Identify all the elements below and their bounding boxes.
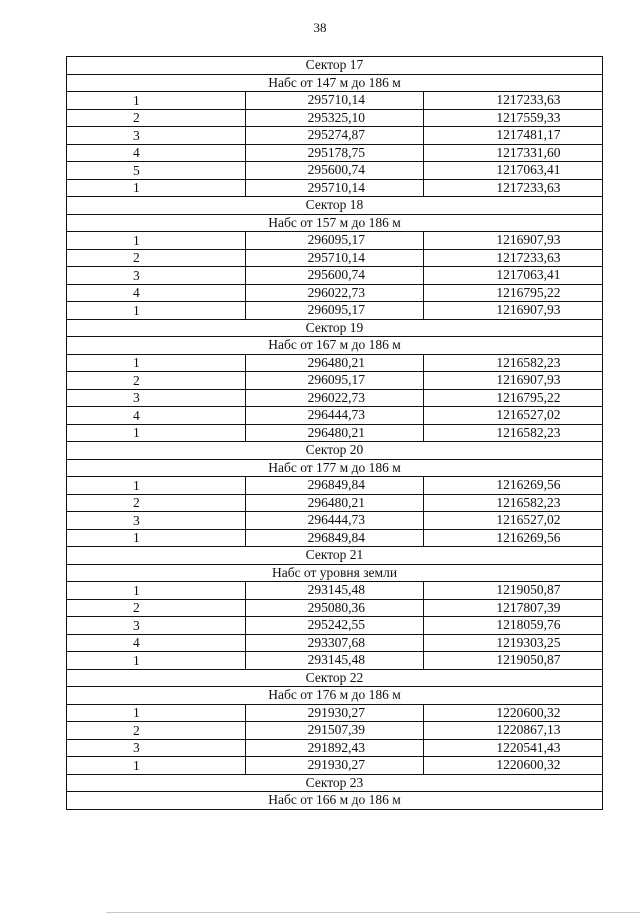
table-row bbox=[67, 634, 603, 652]
coordinate-y: 1216907,93 bbox=[424, 372, 603, 390]
coordinate-x: 293307,68 bbox=[245, 634, 424, 652]
point-number: 2 bbox=[67, 599, 246, 617]
sector-height-row bbox=[67, 564, 603, 582]
coordinate-x: 295710,14 bbox=[245, 92, 424, 110]
point-number: 1 bbox=[67, 757, 246, 775]
coordinate-x: 295710,14 bbox=[245, 179, 424, 197]
table-row bbox=[67, 424, 603, 442]
coordinate-y: 1219050,87 bbox=[424, 652, 603, 670]
sector-height-range: Набс от 157 м до 186 м bbox=[67, 214, 603, 232]
coordinates-table-body bbox=[67, 57, 603, 810]
coordinate-y: 1216582,23 bbox=[424, 354, 603, 372]
sector-title-row bbox=[67, 319, 603, 337]
sector-height-range: Набс от 177 м до 186 м bbox=[67, 459, 603, 477]
coordinate-x: 295242,55 bbox=[245, 617, 424, 635]
sector-title: Сектор 23 bbox=[67, 774, 603, 792]
sector-height-row bbox=[67, 459, 603, 477]
table-row bbox=[67, 477, 603, 495]
coordinate-y: 1220600,32 bbox=[424, 757, 603, 775]
table-row bbox=[67, 599, 603, 617]
coordinate-y: 1216527,02 bbox=[424, 512, 603, 530]
coordinate-x: 293145,48 bbox=[245, 652, 424, 670]
sector-height-range: Набс от 166 м до 186 м bbox=[67, 792, 603, 810]
point-number: 2 bbox=[67, 372, 246, 390]
coordinate-y: 1216582,23 bbox=[424, 494, 603, 512]
point-number: 2 bbox=[67, 494, 246, 512]
table-row bbox=[67, 232, 603, 250]
table-row bbox=[67, 494, 603, 512]
point-number: 2 bbox=[67, 109, 246, 127]
table-row bbox=[67, 722, 603, 740]
sector-height-row bbox=[67, 337, 603, 355]
coordinate-x: 295600,74 bbox=[245, 162, 424, 180]
coordinate-y: 1217063,41 bbox=[424, 267, 603, 285]
table-row bbox=[67, 249, 603, 267]
coordinate-y: 1217063,41 bbox=[424, 162, 603, 180]
sector-height-row bbox=[67, 74, 603, 92]
point-number: 1 bbox=[67, 652, 246, 670]
point-number: 4 bbox=[67, 284, 246, 302]
coordinate-y: 1216527,02 bbox=[424, 407, 603, 425]
table-row bbox=[67, 389, 603, 407]
coordinate-y: 1217807,39 bbox=[424, 599, 603, 617]
sector-height-range: Набс от 167 м до 186 м bbox=[67, 337, 603, 355]
coordinate-x: 293145,48 bbox=[245, 582, 424, 600]
coordinate-y: 1219303,25 bbox=[424, 634, 603, 652]
point-number: 3 bbox=[67, 389, 246, 407]
coordinate-x: 295274,87 bbox=[245, 127, 424, 145]
scan-edge-line bbox=[106, 912, 640, 913]
table-row bbox=[67, 144, 603, 162]
table-row bbox=[67, 127, 603, 145]
sector-title: Сектор 17 bbox=[67, 57, 603, 75]
coordinate-x: 296095,17 bbox=[245, 232, 424, 250]
coordinate-x: 296022,73 bbox=[245, 389, 424, 407]
sector-height-range: Набс от 147 м до 186 м bbox=[67, 74, 603, 92]
table-row bbox=[67, 704, 603, 722]
sector-title-row bbox=[67, 669, 603, 687]
sector-title: Сектор 20 bbox=[67, 442, 603, 460]
point-number: 4 bbox=[67, 144, 246, 162]
point-number: 3 bbox=[67, 127, 246, 145]
table-row bbox=[67, 179, 603, 197]
table-row bbox=[67, 757, 603, 775]
coordinate-y: 1217481,17 bbox=[424, 127, 603, 145]
coordinate-x: 295080,36 bbox=[245, 599, 424, 617]
coordinate-x: 295325,10 bbox=[245, 109, 424, 127]
coordinate-x: 291507,39 bbox=[245, 722, 424, 740]
coordinate-y: 1217559,33 bbox=[424, 109, 603, 127]
point-number: 1 bbox=[67, 704, 246, 722]
table-row bbox=[67, 407, 603, 425]
point-number: 5 bbox=[67, 162, 246, 180]
point-number: 3 bbox=[67, 267, 246, 285]
coordinate-x: 291930,27 bbox=[245, 704, 424, 722]
table-row bbox=[67, 109, 603, 127]
coordinate-y: 1216907,93 bbox=[424, 232, 603, 250]
point-number: 3 bbox=[67, 617, 246, 635]
coordinate-y: 1216907,93 bbox=[424, 302, 603, 320]
table-row bbox=[67, 652, 603, 670]
page-number: 38 bbox=[313, 20, 327, 35]
table-row bbox=[67, 372, 603, 390]
table-row bbox=[67, 162, 603, 180]
point-number: 1 bbox=[67, 92, 246, 110]
sector-title-row bbox=[67, 774, 603, 792]
coordinate-x: 296095,17 bbox=[245, 372, 424, 390]
coordinate-x: 296849,84 bbox=[245, 529, 424, 547]
coordinate-x: 291930,27 bbox=[245, 757, 424, 775]
coordinate-x: 296480,21 bbox=[245, 354, 424, 372]
point-number: 3 bbox=[67, 512, 246, 530]
point-number: 4 bbox=[67, 407, 246, 425]
coordinate-x: 295710,14 bbox=[245, 249, 424, 267]
sector-height-row bbox=[67, 687, 603, 705]
coordinates-table bbox=[66, 56, 603, 810]
point-number: 1 bbox=[67, 232, 246, 250]
sector-title: Сектор 22 bbox=[67, 669, 603, 687]
point-number: 4 bbox=[67, 634, 246, 652]
point-number: 3 bbox=[67, 739, 246, 757]
point-number: 1 bbox=[67, 302, 246, 320]
coordinate-x: 295178,75 bbox=[245, 144, 424, 162]
sector-title-row bbox=[67, 547, 603, 565]
coordinate-y: 1217233,63 bbox=[424, 92, 603, 110]
point-number: 1 bbox=[67, 477, 246, 495]
coordinate-y: 1216269,56 bbox=[424, 529, 603, 547]
coordinate-y: 1216795,22 bbox=[424, 389, 603, 407]
coordinate-y: 1217233,63 bbox=[424, 249, 603, 267]
coordinate-y: 1216795,22 bbox=[424, 284, 603, 302]
coordinate-y: 1220867,13 bbox=[424, 722, 603, 740]
coordinate-x: 296444,73 bbox=[245, 407, 424, 425]
coordinate-x: 296022,73 bbox=[245, 284, 424, 302]
sector-title: Сектор 19 bbox=[67, 319, 603, 337]
table-row bbox=[67, 617, 603, 635]
coordinate-y: 1219050,87 bbox=[424, 582, 603, 600]
coordinate-y: 1217233,63 bbox=[424, 179, 603, 197]
coordinate-x: 291892,43 bbox=[245, 739, 424, 757]
sector-title-row bbox=[67, 57, 603, 75]
coordinate-x: 296480,21 bbox=[245, 424, 424, 442]
sector-height-row bbox=[67, 214, 603, 232]
coordinate-y: 1218059,76 bbox=[424, 617, 603, 635]
coordinate-y: 1220600,32 bbox=[424, 704, 603, 722]
point-number: 1 bbox=[67, 582, 246, 600]
table-row bbox=[67, 284, 603, 302]
coordinate-x: 296095,17 bbox=[245, 302, 424, 320]
sector-title-row bbox=[67, 442, 603, 460]
point-number: 1 bbox=[67, 424, 246, 442]
sector-title: Сектор 18 bbox=[67, 197, 603, 215]
table-row bbox=[67, 739, 603, 757]
coordinate-y: 1216269,56 bbox=[424, 477, 603, 495]
coordinate-y: 1216582,23 bbox=[424, 424, 603, 442]
sector-title: Сектор 21 bbox=[67, 547, 603, 565]
coordinate-x: 296849,84 bbox=[245, 477, 424, 495]
coordinate-x: 296480,21 bbox=[245, 494, 424, 512]
sector-height-row bbox=[67, 792, 603, 810]
table-row bbox=[67, 267, 603, 285]
point-number: 1 bbox=[67, 179, 246, 197]
table-row bbox=[67, 302, 603, 320]
sector-height-range: Набс от уровня земли bbox=[67, 564, 603, 582]
table-row bbox=[67, 529, 603, 547]
table-row bbox=[67, 92, 603, 110]
sector-title-row bbox=[67, 197, 603, 215]
coordinate-x: 296444,73 bbox=[245, 512, 424, 530]
sector-height-range: Набс от 176 м до 186 м bbox=[67, 687, 603, 705]
coordinate-y: 1217331,60 bbox=[424, 144, 603, 162]
point-number: 1 bbox=[67, 529, 246, 547]
table-row bbox=[67, 582, 603, 600]
table-row bbox=[67, 354, 603, 372]
point-number: 2 bbox=[67, 722, 246, 740]
table-row bbox=[67, 512, 603, 530]
point-number: 1 bbox=[67, 354, 246, 372]
coordinate-x: 295600,74 bbox=[245, 267, 424, 285]
point-number: 2 bbox=[67, 249, 246, 267]
coordinate-y: 1220541,43 bbox=[424, 739, 603, 757]
